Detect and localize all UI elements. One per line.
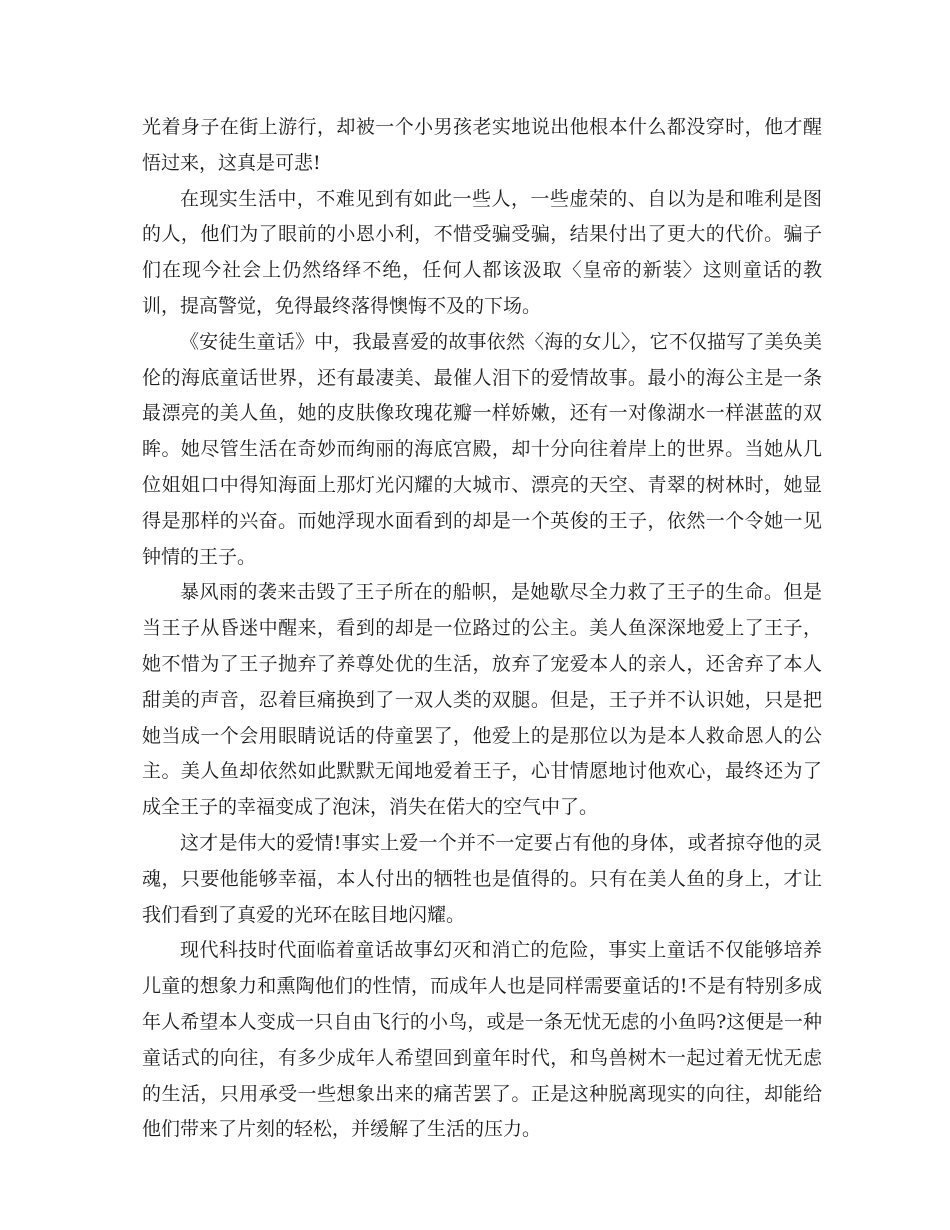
document-body (142, 110, 822, 1148)
paragraph-great-love: 这才是伟大的爱情!事实上爱一个并不一定要占有他的身体，或者掠夺他的灵魂，只要他能够幸福，本人付出的牺牲也是值得的。只有在美人鱼的身上，才让我们看到了真爱的光环在眩目地闪耀。 (142, 831, 822, 926)
paragraph-reality: 在现实生活中，不难见到有如此一些人，一些虚荣的、自以为是和唯利是图的人，他们为了眼前的小恩小利，不惜受骗受骗，结果付出了更大的代价。骗子们在现今社会上仍然络绎不绝，任何人都该汲取〈皇帝的新装〉这则童话的教训，提高警觉，免得最终落得懊悔不及的下场。 (142, 187, 822, 317)
paragraph-little-mermaid-intro: 《安徒生童话》中，我最喜爱的故事依然〈海的女儿〉，它不仅描写了美奂美伦的海底童话世界，还有最凄美、最催人泪下的爱情故事。最小的海公主是一条最漂亮的美人鱼，她的皮肤像玫瑰花瓣一样娇嫩，还有一对像湖水一样湛蓝的双眸。她尽管生活在奇妙而绚丽的海底宫殿，却十分向往着岸上的世界。当她从几位姐姐口中得知海面上那灯光闪耀的大城市、漂亮的天空、青翠的树林时，她显得是那样的兴奋。而她浮现水面看到的却是一个英俊的王子，依然一个令她一见钟情的王子。 (142, 330, 822, 568)
paragraph-modern-era: 现代科技时代面临着童话故事幻灭和消亡的危险，事实上童话不仅能够培养儿童的想象力和熏陶他们的性情，而成年人也是同样需要童话的!不是有特别多成年人希望本人变成一只自由飞行的小鸟，或是一条无忧无虑的小鱼吗?这便是一种童话式的向往，有多少成年人希望回到童年时代，和鸟兽树木一起过着无忧无虑的生活，只用承受一些想象出来的痛苦罢了。正是这种脱离现实的向往，却能给他们带来了片刻的轻松，并缓解了生活的压力。 (142, 939, 822, 1141)
paragraph-continued: 光着身子在街上游行，却被一个小男孩老实地说出他根本什么都没穿时，他才醒悟过来，这真是可悲! (142, 116, 822, 174)
paragraph-storm-rescue: 暴风雨的袭来击毁了王子所在的船帜，是她歇尽全力救了王子的生命。但是当王子从昏迷中醒来，看到的却是一位路过的公主。美人鱼深深地爱上了王子，她不惜为了王子抛弃了养尊处优的生活，放弃了宠爱本人的亲人，还舍弃了本人甜美的声音，忍着巨痛换到了一双人类的双腿。但是，王子并不认识她，只是把她当成一个会用眼睛说话的侍童罢了，他爱上的是那位以为是本人救命恩人的公主。美人鱼却依然如此默默无闻地爱着王子，心甘情愿地讨他欢心，最终还为了成全王子的幸福变成了泡沫，消失在偌大的空气中了。 (142, 581, 822, 819)
